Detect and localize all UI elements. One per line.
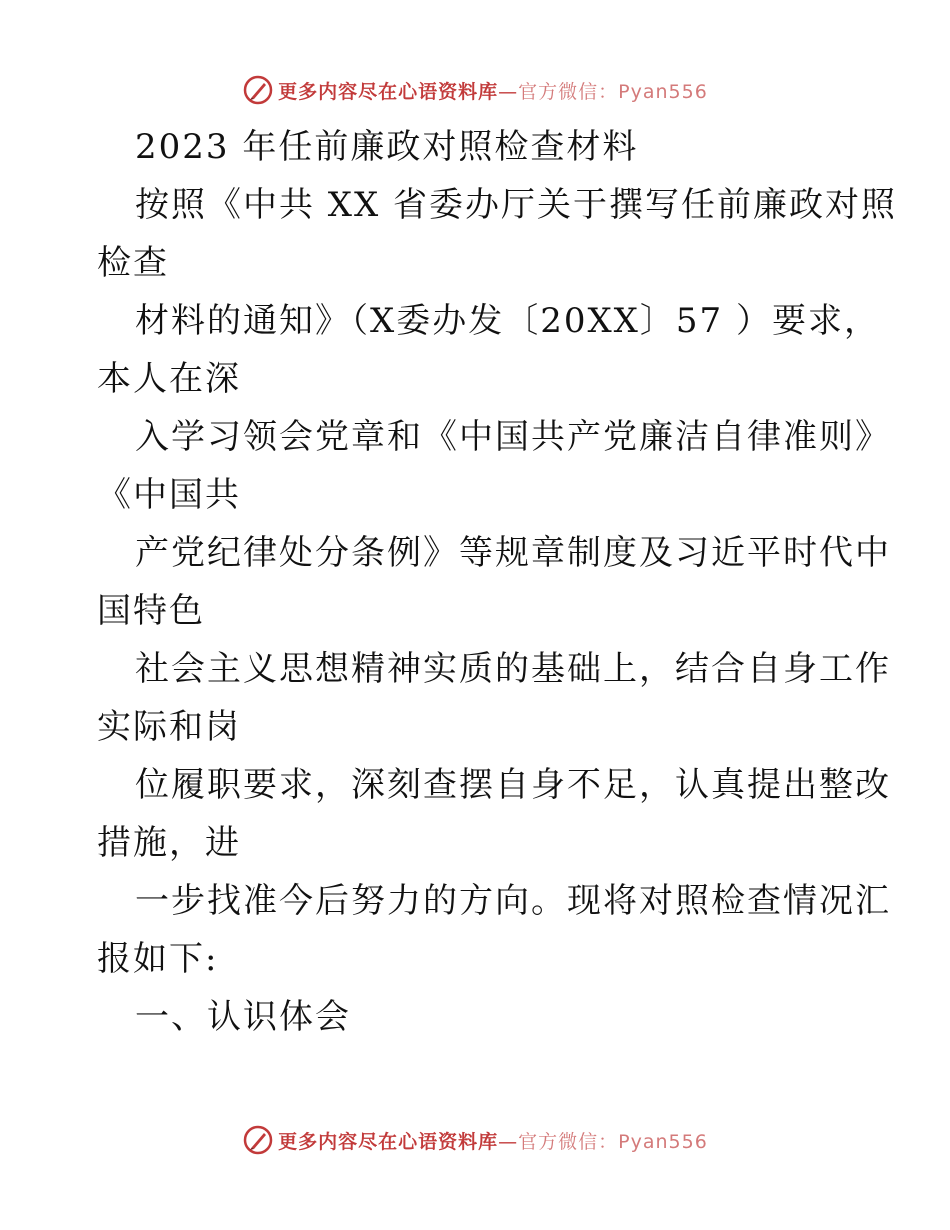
paragraph-line: 位履职要求，深刻查摆自身不足，认真提出整改 bbox=[135, 765, 891, 805]
watermark-separator: — bbox=[498, 80, 519, 103]
paragraph-line: 《中国共 bbox=[97, 475, 241, 515]
paragraph-line: 产党纪律处分条例》等规章制度及习近平时代中 bbox=[135, 533, 891, 573]
section-heading: 一、认识体会 bbox=[135, 997, 351, 1037]
footer-watermark bbox=[0, 1120, 950, 1160]
watermark-wechat-text: 官方微信：Pyan556 bbox=[518, 80, 708, 103]
watermark-text bbox=[278, 1127, 708, 1154]
paragraph-line: 材料的通知》（X委办发〔20XX〕57 ）要求， bbox=[135, 301, 880, 341]
pen-logo-icon bbox=[242, 1124, 274, 1156]
paragraph-line: 国特色 bbox=[97, 591, 205, 631]
watermark-wechat-text: 官方微信：Pyan556 bbox=[518, 1130, 708, 1153]
document-title: 2023 年任前廉政对照检查材料 bbox=[135, 127, 639, 167]
paragraph-line: 入学习领会党章和《中国共产党廉洁自律准则》 bbox=[135, 417, 891, 457]
paragraph-line: 本人在深 bbox=[97, 359, 241, 399]
pen-logo-icon bbox=[242, 74, 274, 106]
watermark-separator: — bbox=[498, 1130, 519, 1153]
paragraph-line: 按照《中共 XX 省委办厅关于撰写任前廉政对照 bbox=[135, 185, 898, 225]
paragraph-line: 一步找准今后努力的方向。现将对照检查情况汇 bbox=[135, 881, 891, 921]
paragraph-line: 检查 bbox=[97, 243, 169, 283]
paragraph-line: 实际和岗 bbox=[97, 707, 241, 747]
paragraph-line: 报如下: bbox=[97, 939, 219, 979]
watermark-library-text: 更多内容尽在心语资料库 bbox=[278, 1130, 499, 1153]
header-watermark bbox=[0, 70, 950, 110]
watermark-library-text: 更多内容尽在心语资料库 bbox=[278, 80, 499, 103]
document-body bbox=[97, 118, 898, 1046]
watermark-text bbox=[278, 77, 708, 104]
paragraph-line: 措施，进 bbox=[97, 823, 241, 863]
paragraph-line: 社会主义思想精神实质的基础上，结合自身工作 bbox=[135, 649, 891, 689]
